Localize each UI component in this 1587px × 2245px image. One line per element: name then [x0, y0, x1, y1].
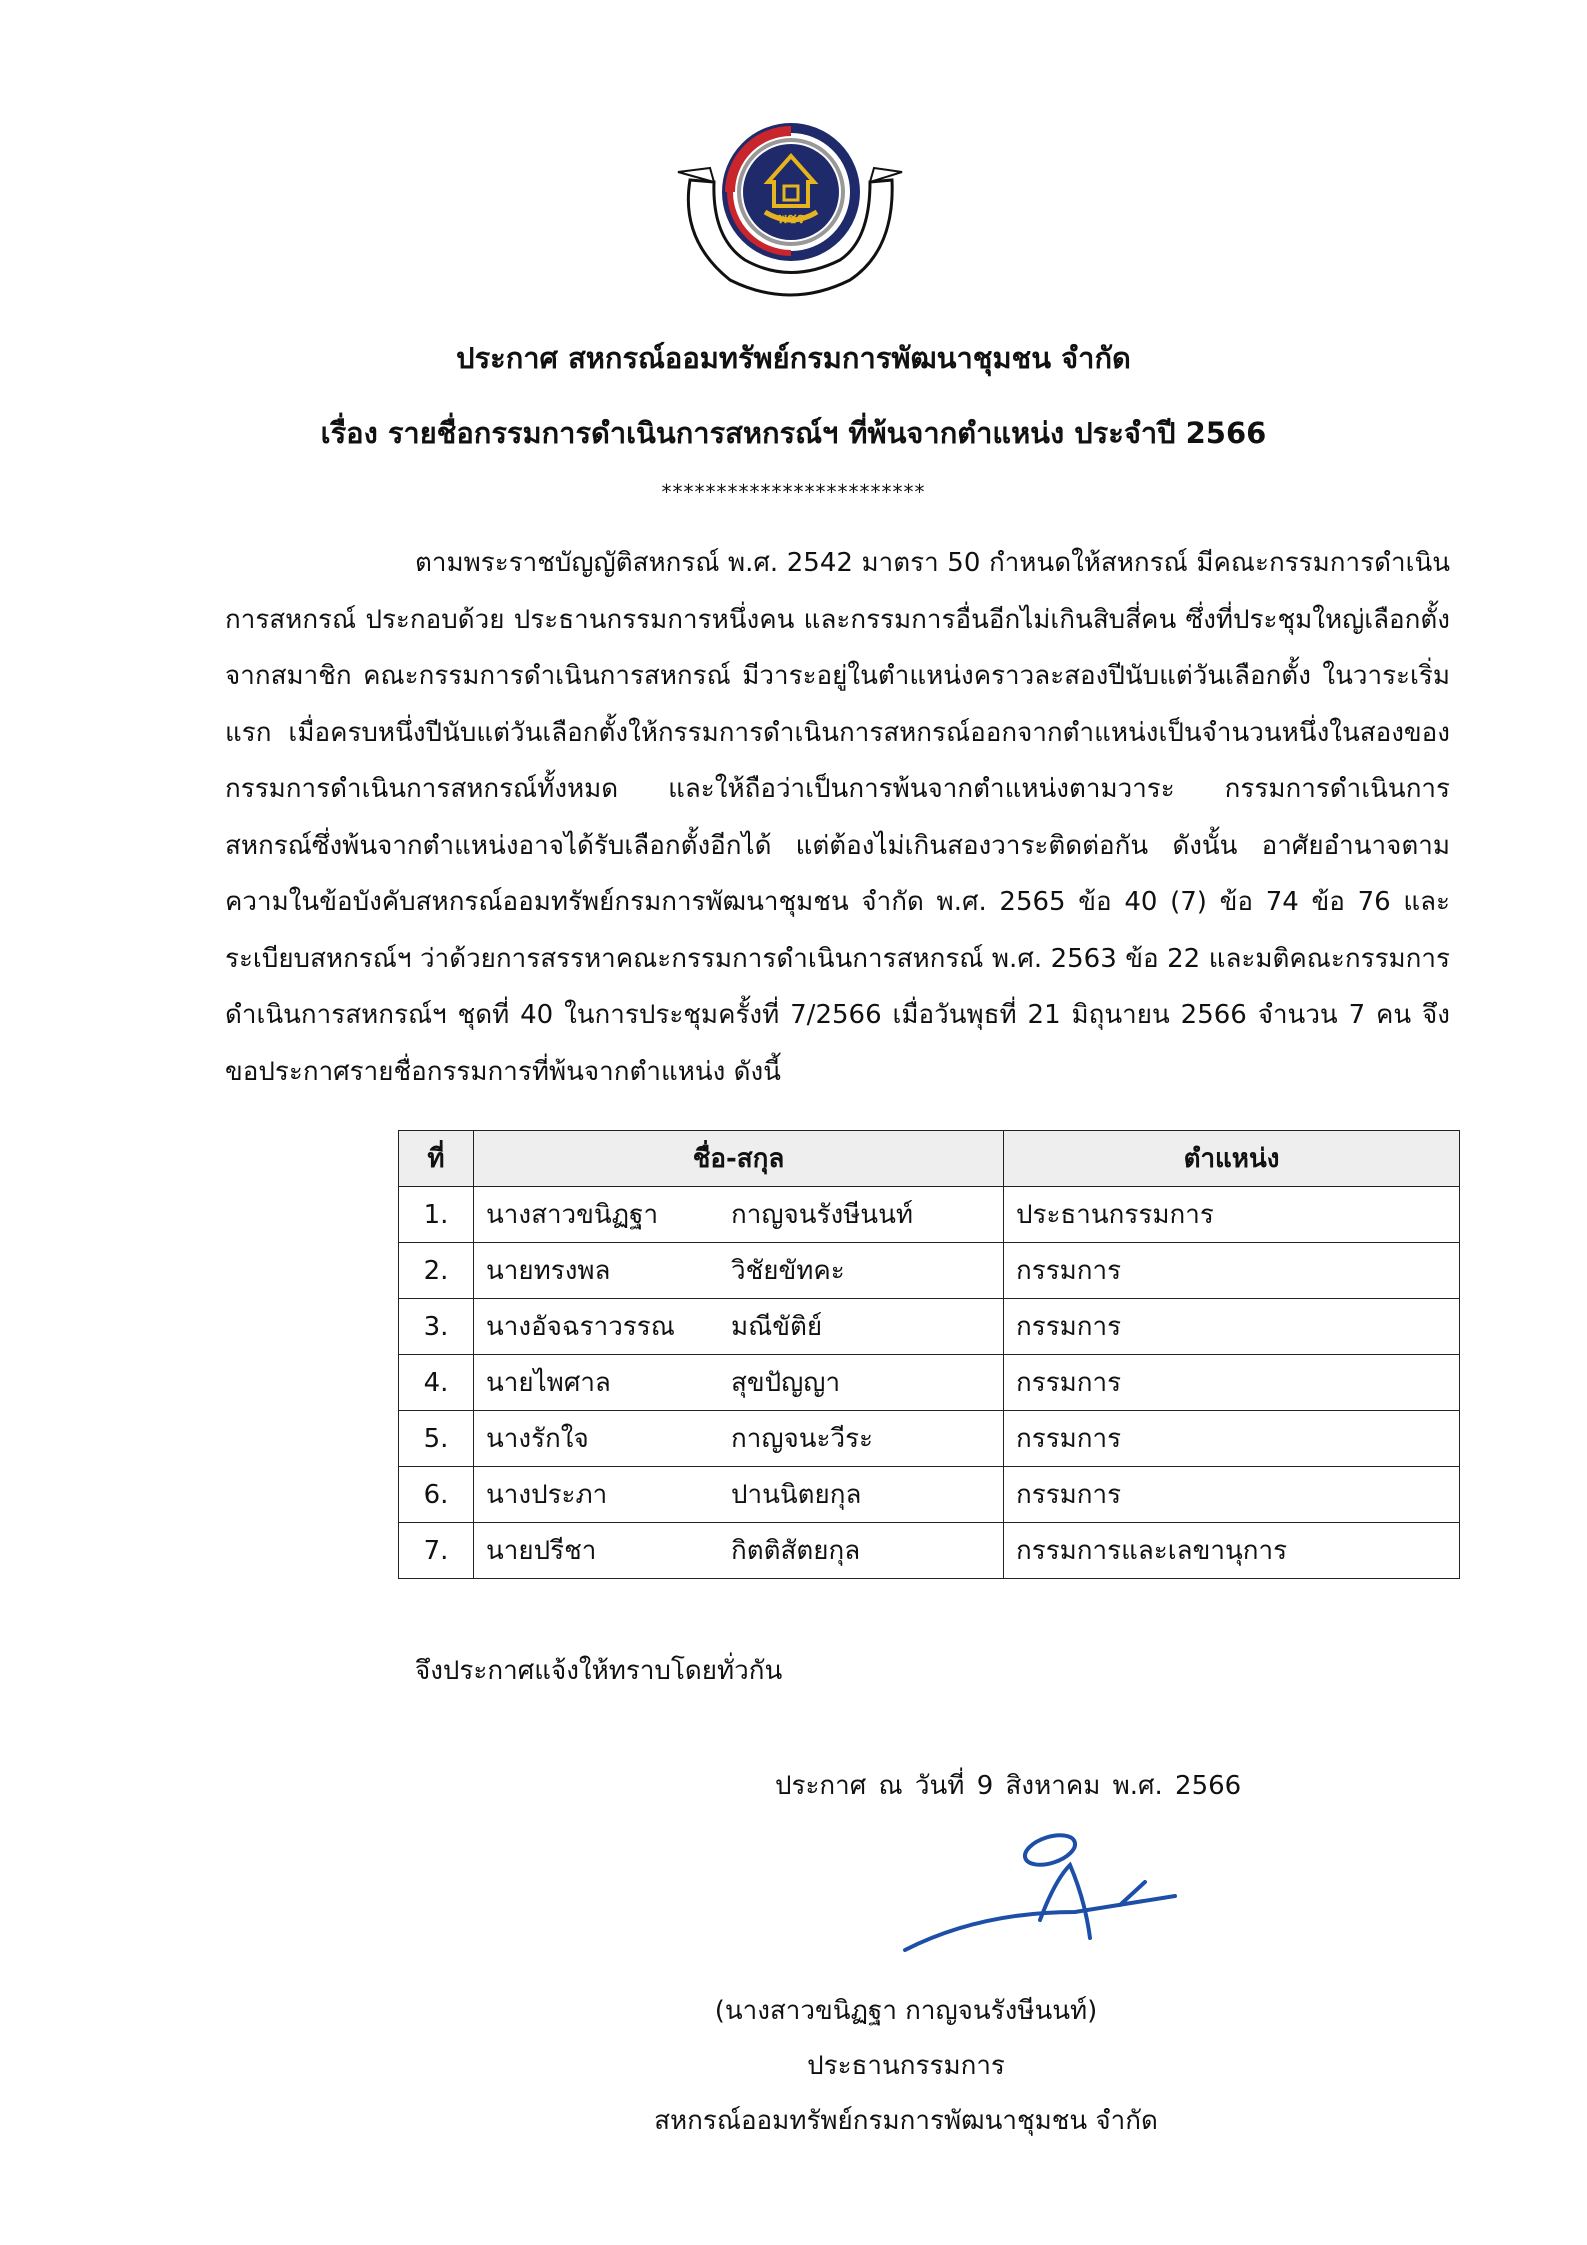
row-position: กรรมการ	[1004, 1355, 1460, 1411]
table-row	[399, 1299, 1460, 1355]
row-number: 6.	[399, 1467, 474, 1523]
row-name	[474, 1411, 1004, 1467]
last-name: สุขปัญญา	[731, 1368, 841, 1398]
row-name	[474, 1523, 1004, 1579]
row-number: 5.	[399, 1411, 474, 1467]
row-name	[474, 1355, 1004, 1411]
cooperative-logo	[670, 120, 910, 300]
row-position: กรรมการและเลขานุการ	[1004, 1523, 1460, 1579]
table-row	[399, 1243, 1460, 1299]
signer-organization: สหกรณ์ออมทรัพย์กรมการพัฒนาชุมชน จำกัด	[654, 2106, 1158, 2136]
first-name: นางอัจฉราวรรณ	[486, 1312, 675, 1342]
header-position: ตำแหน่ง	[1004, 1131, 1460, 1187]
last-name: กิตติสัตยกุล	[731, 1536, 861, 1566]
last-name: กาญจนะวีระ	[731, 1424, 873, 1454]
table-row	[399, 1355, 1460, 1411]
table-row	[399, 1467, 1460, 1523]
first-name: นายไพศาล	[486, 1368, 611, 1398]
first-name: นางสาวขนิฏฐา	[486, 1200, 659, 1230]
table-row	[399, 1411, 1460, 1467]
header-no: ที่	[399, 1131, 474, 1187]
signature	[890, 1820, 1200, 1970]
row-position: กรรมการ	[1004, 1243, 1460, 1299]
body-paragraph: ตามพระราชบัญญัติสหกรณ์ พ.ศ. 2542 มาตรา 50 กำหนดให้สหกรณ์ มีคณะกรรมการดำเนินการสหกรณ์ ประกอบด้วย ประธานกรรมการหนึ่งคน และกรรมการอื่นอีกไม่เกินสิบสี่คน ซึ่งที่ประชุมใหญ่เลือกตั้งจากสมาชิก คณะกรรมการดำเนินการสหกรณ์ มีวาระอยู่ในตำแหน่งคราวละสองปีนับแต่วันเลือกตั้ง ในวาระเริ่มแรก เมื่อครบหนึ่งปีนับแต่วันเลือกตั้งให้กรรมการดำเนินการสหกรณ์ออกจากตำแหน่งเป็นจำนวนหนึ่งในสองของกรรมการดำเนินการสหกรณ์ทั้งหมด และให้ถือว่าเป็นการพ้นจากตำแหน่งตามวาระ กรรมการดำเนินการสหกรณ์ซึ่งพ้นจากตำแหน่งอาจได้รับเลือกตั้งอีกได้ แต่ต้องไม่เกินสองวาระติดต่อกัน ดังนั้น อาศัยอำนาจตามความในข้อบังคับสหกรณ์ออมทรัพย์กรมการพัฒนาชุมชน จำกัด พ.ศ. 2565 ข้อ 40 (7) ข้อ 74 ข้อ 76 และระเบียบสหกรณ์ฯ ว่าด้วยการสรรหาคณะกรรมการดำเนินการสหกรณ์ พ.ศ. 2563 ข้อ 22 และมติคณะกรรมการดำเนินการสหกรณ์ฯ ชุดที่ 40 ในการประชุมครั้งที่ 7/2566 เมื่อวันพุธที่ 21 มิถุนายน 2566 จำนวน 7 คน จึงขอประกาศรายชื่อกรรมการที่พ้นจากตำแหน่ง ดังนี้	[225, 548, 1450, 1087]
table-row	[399, 1187, 1460, 1243]
first-name: นายทรงพล	[486, 1256, 611, 1286]
row-number: 1.	[399, 1187, 474, 1243]
closing-notice: จึงประกาศแจ้งให้ทราบโดยทั่วกัน	[415, 1656, 783, 1686]
row-position: กรรมการ	[1004, 1411, 1460, 1467]
svg-text:พชร: พชร	[777, 211, 805, 227]
signer-position: ประธานกรรมการ	[807, 2051, 1005, 2081]
announcement-date: ประกาศ ณ วันที่ 9 สิงหาคม พ.ศ. 2566	[775, 1771, 1242, 1801]
table-row	[399, 1523, 1460, 1579]
row-number: 7.	[399, 1523, 474, 1579]
last-name: ปานนิตยกุล	[731, 1480, 862, 1510]
first-name: นางประภา	[486, 1480, 608, 1510]
row-name	[474, 1187, 1004, 1243]
row-position: กรรมการ	[1004, 1299, 1460, 1355]
announcement-title: ประกาศ สหกรณ์ออมทรัพย์กรมการพัฒนาชุมชน จำกัด	[456, 341, 1131, 375]
row-number: 3.	[399, 1299, 474, 1355]
table-header-row	[399, 1131, 1460, 1187]
row-number: 2.	[399, 1243, 474, 1299]
row-number: 4.	[399, 1355, 474, 1411]
row-position: ประธานกรรมการ	[1004, 1187, 1460, 1243]
first-name: นางรักใจ	[486, 1424, 589, 1454]
header-name: ชื่อ-สกุล	[474, 1131, 1004, 1187]
separator-stars: ************************	[661, 480, 926, 504]
last-name: มณีขัติย์	[731, 1312, 823, 1342]
signer-name: (นางสาวขนิฏฐา กาญจนรังษีนนท์)	[714, 1996, 1098, 2026]
announcement-subject: เรื่อง รายชื่อกรรมการดำเนินการสหกรณ์ฯ ที่พ้นจากตำแหน่ง ประจำปี 2566	[320, 416, 1267, 450]
last-name: วิชัยขัทคะ	[731, 1256, 845, 1286]
row-position: กรรมการ	[1004, 1467, 1460, 1523]
row-name	[474, 1299, 1004, 1355]
members-table	[398, 1130, 1460, 1579]
row-name	[474, 1243, 1004, 1299]
first-name: นายปรีชา	[486, 1536, 597, 1566]
last-name: กาญจนรังษีนนท์	[731, 1200, 913, 1230]
body-section	[225, 535, 1450, 1100]
row-name	[474, 1467, 1004, 1523]
